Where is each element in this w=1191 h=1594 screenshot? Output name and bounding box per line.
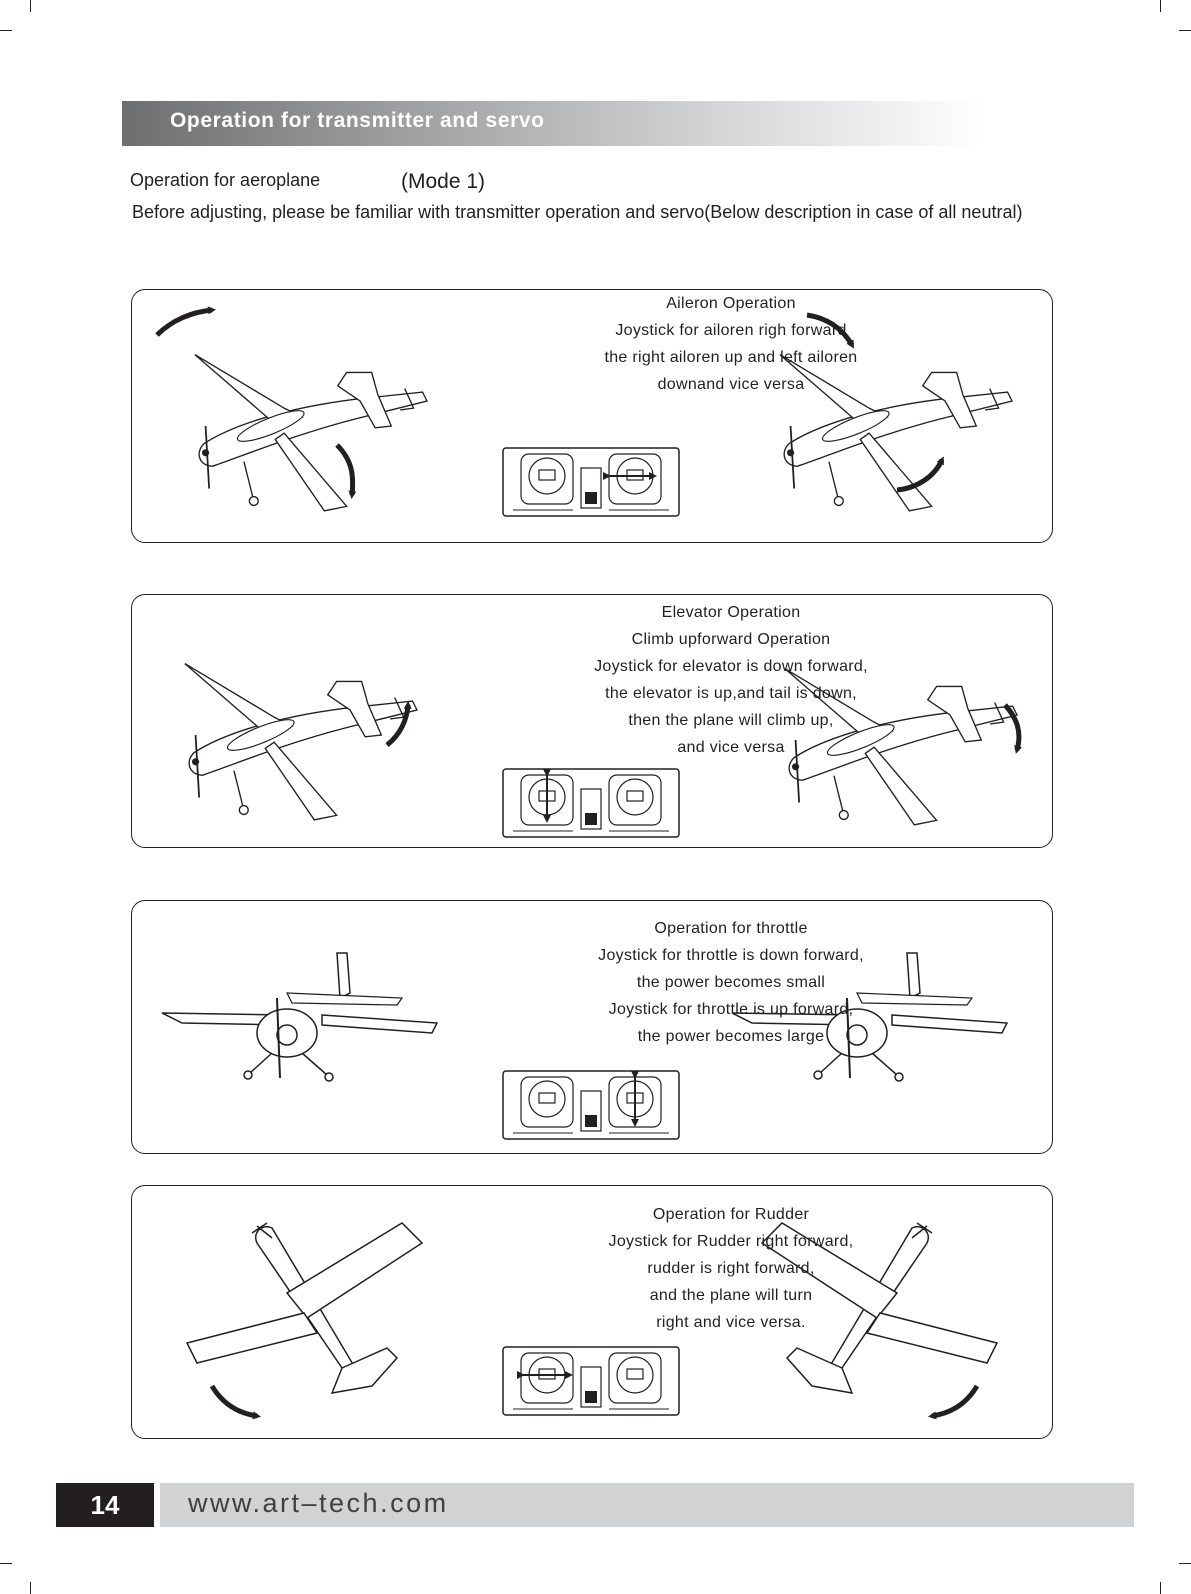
panel-throttle: [131, 900, 1053, 1154]
caption-line: Elevator Operation: [661, 604, 801, 621]
section-title: Operation for transmitter and servo: [170, 109, 545, 132]
transmitter-icon: [503, 1071, 679, 1139]
crop-mark: [0, 30, 12, 31]
website-url: www.art–tech.com: [188, 1488, 449, 1518]
crop-mark: [0, 1563, 12, 1564]
caption-line: Operation for Rudder: [652, 1206, 810, 1223]
crop-mark: [1179, 1563, 1191, 1564]
caption-line: Joystick for ailoren righ forward: [615, 322, 847, 339]
footer-bar: [160, 1483, 1134, 1527]
arrow-icon: [892, 455, 952, 495]
intro-text: Before adjusting, please be familiar with transmitter operation and servo(Below description in case of all neutral): [132, 202, 1023, 222]
caption-line: downand vice versa: [657, 376, 805, 393]
caption-line: the power becomes small: [636, 974, 826, 991]
arrow-icon: [152, 300, 222, 340]
arrow-icon: [207, 1381, 267, 1421]
airplane-left-illustration: [182, 1218, 422, 1398]
caption-line: and the plane will turn: [649, 1287, 813, 1304]
airplane-left-illustration: [177, 326, 427, 526]
caption-line: Joystick for elevator is down forward,: [594, 658, 868, 675]
transmitter-icon: [503, 1347, 679, 1415]
panel-elevator: [131, 594, 1053, 848]
crop-mark: [30, 1582, 31, 1594]
caption-line: rudder is right forward,: [647, 1260, 815, 1277]
section-header: [122, 101, 984, 146]
arrow-icon: [997, 700, 1037, 755]
caption-line: the elevator is up,and tail is down,: [605, 685, 857, 702]
crop-mark: [1160, 0, 1161, 12]
caption-line: Joystick for Rudder right forward,: [608, 1233, 854, 1250]
airplane-left-illustration: [162, 953, 442, 1088]
intro-label: Operation for aeroplane: [130, 170, 321, 190]
caption-line: and vice versa: [677, 739, 785, 756]
panel-caption: [546, 599, 916, 761]
transmitter-icon: [503, 769, 679, 837]
crop-mark: [1160, 1582, 1161, 1594]
panel-caption: [546, 1201, 916, 1336]
caption-line: right and vice versa.: [656, 1314, 806, 1331]
airplane-left-illustration: [167, 635, 417, 835]
page-number: 14: [56, 1483, 154, 1527]
caption-line: Joystick for throttle is down forward,: [598, 947, 864, 964]
arrow-icon: [927, 1381, 987, 1421]
transmitter-icon: [503, 448, 679, 516]
panel-caption: [546, 915, 916, 1050]
caption-line: Joystick for throttle is up forward,: [608, 1001, 854, 1018]
crop-mark: [1179, 30, 1191, 31]
panel-caption: [546, 290, 916, 398]
caption-line: the right ailoren up and left ailoren: [604, 349, 858, 366]
caption-line: the power becomes large: [637, 1028, 825, 1045]
panel-aileron: [131, 289, 1053, 543]
crop-mark: [30, 0, 31, 12]
arrow-icon: [332, 440, 372, 500]
caption-line: Operation for throttle: [654, 920, 808, 937]
panel-rudder: [131, 1185, 1053, 1439]
mode-label: (Mode 1): [401, 170, 486, 193]
arrow-icon: [382, 700, 422, 750]
caption-line: Aileron Operation: [666, 295, 796, 312]
caption-line: Climb upforward Operation: [631, 631, 831, 648]
caption-line: then the plane will climb up,: [628, 712, 834, 729]
